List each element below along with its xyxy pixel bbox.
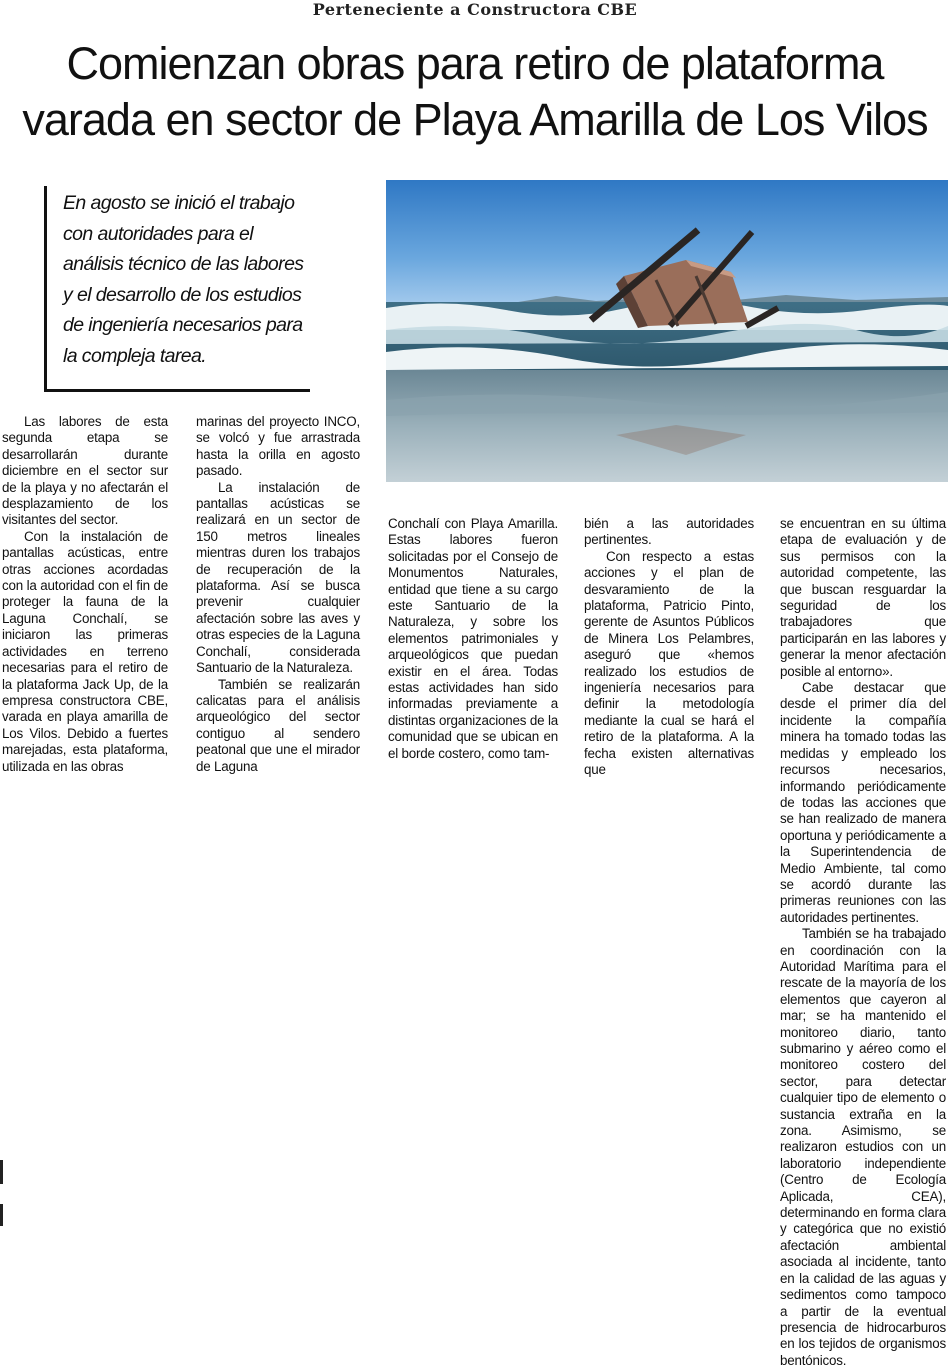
column-2-paragraph: La instalación de pantallas acústicas se realizará en un sector de 150 metros lineales mientras duren los trabajos de recuperación de la plataforma. Así se busca prevenir cualquier afectación sobre las aves y otras especies de la Laguna Conchalí, considerada Santuario de la Naturaleza.: [196, 479, 360, 676]
headline-line-2: varada en sector de Playa Amarilla de Los Vilos: [22, 94, 928, 145]
column-4-paragraph: bién a las autoridades pertinentes.: [584, 516, 754, 548]
column-4-paragraph: Con respecto a estas acciones y el plan de desvaramiento de la plataforma, Patricio Pinto, gerente de Asuntos Públicos de Minera Los Pelambres, aseguró que «hemos realizado los estudios de ingeniería necesarios para definir la metodología mediante la cual se hará el retiro de la plataforma. A la fecha existen alternativas que: [584, 548, 754, 778]
scan-edge-mark: [0, 1160, 3, 1184]
article-column-1: [2, 414, 168, 775]
column-1-paragraph: Las labores de esta segunda etapa se desarrollarán durante diciembre en el sector sur de la playa y no afectarán el desplazamiento de los visitantes del sector.: [2, 414, 168, 528]
beach-photo-icon: [386, 180, 948, 482]
column-5-paragraph: También se ha trabajado en coordinación con la Autoridad Marítima para el rescate de la mayoría de los elementos que cayeron al mar; se ha mantenido el monitoreo diario, tanto submarino y aéreo como el monitoreo costero del sector, para detectar cualquier tipo de elemento o sustancia extraña en la zona. Asimismo, se realizaron estudios con un laboratorio independiente (Centro de Ecología Aplicada, CEA), determinando en forma clara y categórica que no existió afectación ambiental asociada al incidente, tanto en la calidad de las aguas y sedimentos como tampoco a partir de la eventual presencia de hidrocarburos en los tejidos de organismos bentónicos.: [780, 926, 946, 1368]
article-column-5: [780, 516, 946, 1369]
column-2-paragraph: También se realizarán calicatas para el análisis arqueológico del sector contiguo al sendero peatonal que une el mirador de Laguna: [196, 676, 360, 774]
column-3-paragraph: Conchalí con Playa Amarilla. Estas labores fueron solicitadas por el Consejo de Monumentos Naturales, entidad que tiene a su cargo este Santuario de la Naturaleza, y sobre los elementos patrimoniales y arqueológicos que puedan existir en el área. Todas estas actividades han sido informadas previamente a distintas organizaciones de la comunidad que se ubican en el borde costero, como tam-: [388, 516, 558, 761]
column-2-paragraph: marinas del proyecto INCO, se volcó y fue arrastrada hasta la orilla en agosto pasado.: [196, 414, 360, 479]
headline-line-1: Comienzan obras para retiro de plataforma: [66, 38, 884, 89]
column-1-paragraph: Con la instalación de pantallas acústicas, entre otras acciones acordadas con la autoridad con el fin de proteger la fauna de la Laguna Conchalí, se iniciaron las primeras actividades en terreno necesarias para el retiro de la plataforma Jack Up, de la empresa constructora CBE, varada en playa amarilla de Los Vilos. Debido a fuertes marejadas, esta plataforma, utilizada en las obras: [2, 528, 168, 774]
pull-quote: [44, 186, 310, 392]
headline: [10, 36, 940, 148]
section-kicker: Perteneciente a Constructora CBE: [312, 0, 638, 19]
scan-edge-mark: [0, 1204, 3, 1226]
column-5-paragraph: Cabe destacar que desde el primer día del incidente la compañía minera ha tomado todas las medidas y empleado los recursos necesarios, informando periódicamente de todas las acciones que se han realizado de manera oportuna y periódicamente a la Superintendencia de Medio Ambiente, tal como se acordó durante las primeras reuniones con las autoridades pertinentes.: [780, 680, 946, 925]
article-column-4: [584, 516, 754, 779]
stranded-platform-photo: [386, 180, 948, 482]
article-column-2: [196, 414, 360, 775]
column-5-paragraph: se encuentran en su última etapa de evaluación y de sus permisos con la autoridad competente, las que buscan resguardar la seguridad de los trabajadores que participarán en las labores y generar la menor afectación posible al entorno».: [780, 516, 946, 679]
article-column-3: [388, 516, 558, 762]
pull-quote-text: En agosto se inició el trabajo con autoridades para el análisis técnico de las labores y el desarrollo de los estudios de ingeniería necesarios para la compleja tarea.: [63, 192, 304, 367]
